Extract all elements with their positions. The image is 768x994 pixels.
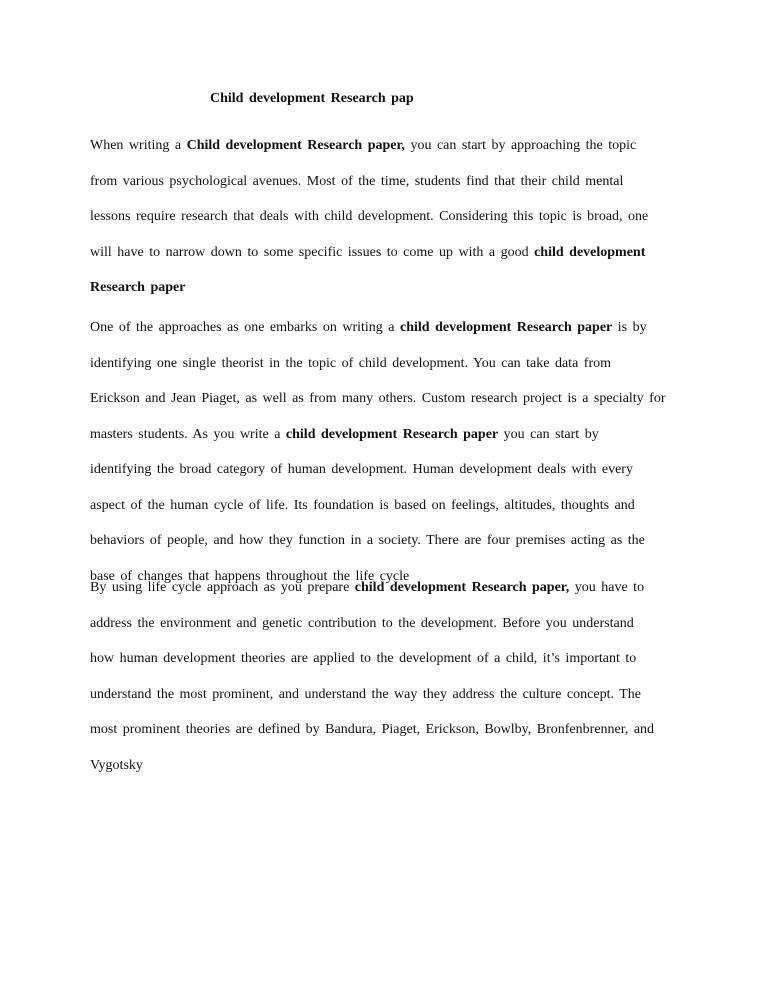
bold-text-run: child development Research paper,: [354, 580, 570, 595]
text-run: you can start by approaching the topic: [404, 138, 637, 153]
text-line: [90, 488, 690, 524]
text-line: [90, 677, 690, 713]
text-run: from various psychological avenues. Most of the time, students find that their child mental: [90, 173, 624, 189]
text-line: [90, 310, 690, 346]
text-run: is by: [612, 320, 647, 335]
text-line: [90, 748, 690, 784]
text-line: [90, 128, 690, 164]
paragraph-2: [90, 310, 690, 594]
text-run: how human development theories are applied to the development of a child, it’s important to: [90, 651, 637, 666]
bold-text-run: child development Research paper: [400, 320, 613, 335]
text-run: By using life cycle approach as you prepare: [90, 580, 355, 595]
text-run: masters students. As you write a: [90, 426, 286, 442]
paragraph-1: [90, 128, 690, 306]
text-run: you have to: [569, 580, 645, 595]
text-run: you can start by: [498, 426, 599, 442]
text-run: aspect of the human cycle of life. Its foundation is based on feelings, altitudes, thoughts and: [90, 497, 635, 513]
text-run: identifying one single theorist in the topic of child development. You can take data from: [90, 355, 612, 371]
text-run: One of the approaches as one embarks on writing a: [90, 320, 401, 335]
text-run: Erickson and Jean Piaget, as well as from many others. Custom research project is a specialty for: [90, 391, 666, 406]
text-line: [90, 641, 690, 677]
text-run: base of changes that happens throughout the life cycle: [90, 568, 410, 584]
text-line: [90, 199, 690, 235]
text-line: [90, 381, 690, 417]
text-run: will have to narrow down to some specific issues to come up with a good: [90, 244, 535, 260]
text-run: identifying the broad category of human development. Human development deals with every: [90, 462, 633, 477]
text-run: most prominent theories are defined by Bandura, Piaget, Erickson, Bowlby, Bronfenbrenner, and: [90, 722, 655, 737]
text-run: When writing a: [90, 138, 187, 153]
text-run: understand the most prominent, and understand the way they address the culture concept. The: [90, 686, 641, 702]
bold-text-run: child development: [534, 244, 646, 260]
text-line: [90, 523, 690, 559]
document-title: Child development Research pap: [210, 91, 414, 106]
text-line: [90, 570, 690, 606]
text-run: address the environment and genetic contribution to the development. Before you understand: [90, 615, 634, 631]
text-run: Vygotsky: [90, 757, 143, 773]
text-line: [90, 712, 690, 748]
bold-text-run: Research paper: [90, 280, 186, 295]
text-line: [90, 270, 690, 306]
paragraph-3: [90, 570, 690, 783]
text-line: [90, 452, 690, 488]
text-line: [90, 346, 690, 382]
text-line: [90, 164, 690, 200]
text-line: [90, 417, 690, 453]
text-run: behaviors of people, and how they function in a society. There are four premises acting as the: [90, 533, 645, 548]
text-run: lessons require research that deals with child development. Considering this topic is broad, one: [90, 209, 649, 224]
text-line: [90, 235, 690, 271]
bold-text-run: Child development Research paper,: [186, 138, 405, 153]
bold-text-run: child development Research paper: [285, 426, 499, 442]
text-line: [90, 606, 690, 642]
